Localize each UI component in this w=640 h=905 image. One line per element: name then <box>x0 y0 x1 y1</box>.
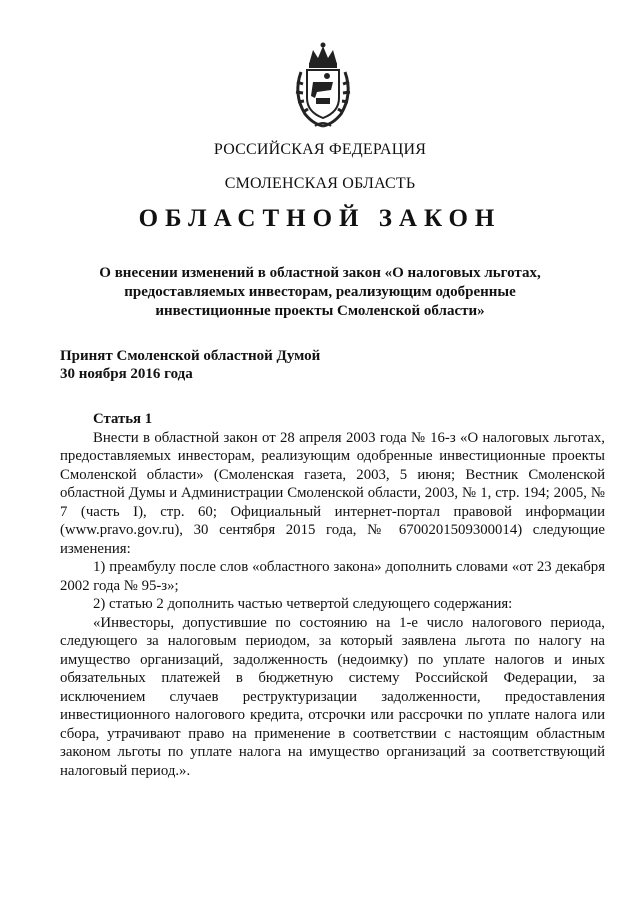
adoption-authority: Принят Смоленской областной Думой <box>60 348 321 364</box>
country-heading: РОССИЙСКАЯ ФЕДЕРАЦИЯ <box>213 141 427 158</box>
article-paragraph: «Инвесторы, допустившие по состоянию на 1-е число налогового периода, следующего за налоговым периодом, за который заявлена льгота по налогу на имущество организаций, задолженность (недоимку) по уплате налогов и иных обязательных платежей в бюджетную систему Российской Федерации, за исключением случаев реструктуризации задолженности, предоставления инвестиционного налогового кредита, отсрочки или рассрочки по уплате налога или сбора, утрачивают право на применение в соответствии с настоящим областным законом льготы по уплате налога на имущество организаций за соответствующий налоговый период.». <box>60 614 605 779</box>
adoption-block <box>60 347 320 383</box>
smolensk-coat-of-arms-icon <box>287 42 359 130</box>
article-body <box>60 410 605 780</box>
document-type-title: ОБЛАСТНОЙ ЗАКОН <box>138 205 502 232</box>
adoption-date: 30 ноября 2016 года <box>60 366 193 382</box>
article-title: Статья 1 <box>93 411 153 427</box>
article-paragraph: 2) статью 2 дополнить частью четвертой следующего содержания: <box>93 596 513 612</box>
article-paragraph: 1) преамбулу после слов «областного закона» дополнить словами «от 23 декабря 2002 года № 95-з»; <box>60 559 605 594</box>
article-paragraph: Внести в областной закон от 28 апреля 2003 года № 16-з «О налоговых льготах, предоставляемых инвесторам, реализующим одобренные инвестиционные проекты Смоленской области» (Смоленская газета, 2003, 5 июня; Вестник Смоленской областной Думы и Администрации Смоленской области, 2003, № 1, стр. 194; 2005, № 7 (часть I), стр. 60; Официальный интернет-портал правовой информации (www.pravo.gov.ru), 30 сентября 2015 года, № 6700201509300014) следующие изменения: <box>60 429 605 557</box>
region-heading: СМОЛЕНСКАЯ ОБЛАСТЬ <box>224 175 416 192</box>
law-subject: О внесении изменений в областной закон «О налоговых льготах, предоставляемых инвесторам, реализующим одобренные инвестиционные проекты Смоленской области» <box>99 265 541 319</box>
